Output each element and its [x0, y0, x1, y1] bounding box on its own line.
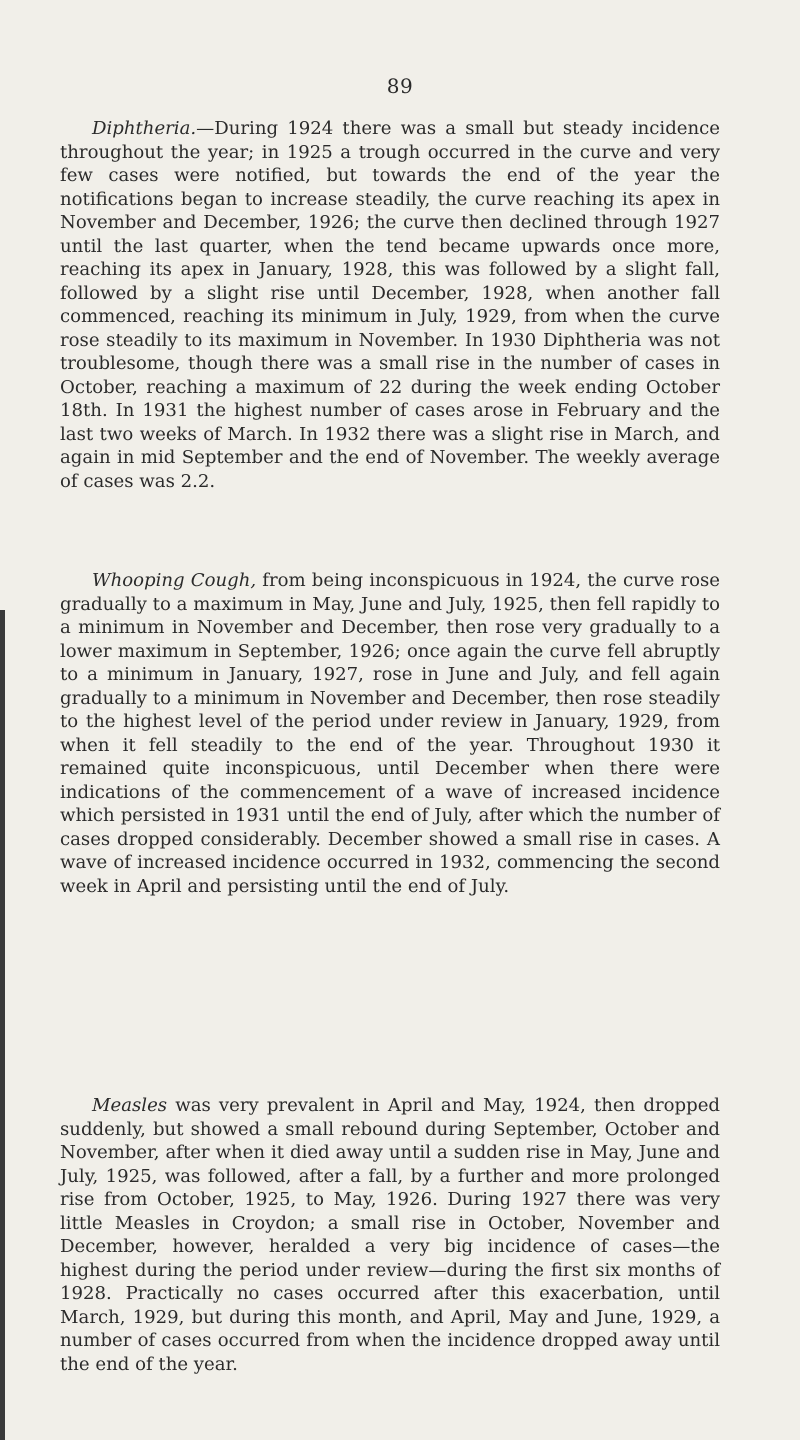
diphtheria-paragraph [60, 117, 720, 493]
page-edge-shadow [0, 610, 5, 1440]
measles-paragraph [60, 1094, 720, 1376]
page-number: 89 [386, 74, 414, 98]
paragraph-heading: Diphtheria. [92, 118, 197, 139]
paragraph-heading: Measles [92, 1095, 168, 1116]
paragraph-body: from being inconspicuous in 1924, the curve rose gradually to a maximum in May, June and July, 1925, then fell rapidly to a minimum in November and December, then rose very gradually to a lower maximum in September, 1926; once again the curve fell abruptly to a minimum in January, 1927, rose in June and July, and fell again gradually to a minimum in November and December, then rose steadily to the highest level of the period under review in January, 1929, from when it fell steadily to the end of the year. Throughout 1930 it remained quite inconspicuous, until December when there were indications of the commencement of a wave of increased incidence which persisted in 1931 until the end of July, after which the number of cases dropped considerably. December showed a small rise in cases. A wave of increased incidence occurred in 1932, commencing the second week in April and persisting until the end of July. [60, 570, 721, 897]
paragraph-body: was very prevalent in April and May, 1924, then dropped suddenly, but showed a small rebound during September, October and November, after when it died away until a sudden rise in May, June and July, 1925, was followed, after a fall, by a further and more prolonged rise from October, 1925, to May, 1926. During 1927 there was very little Measles in Croydon; a small rise in October, November and December, however, heralded a very big incidence of cases—the highest during the period under review—during the first six months of 1928. Practically no cases occurred after this exacerbation, until March, 1929, but during this month, and April, May and June, 1929, a number of cases occurred from when the incidence dropped away until the end of the year. [60, 1095, 720, 1375]
paragraph-heading: Whooping Cough, [92, 570, 257, 591]
paragraph-body: —During 1924 there was a small but steady incidence throughout the year; in 1925 a trough occurred in the curve and very few cases were notified, but towards the end of the year the notifications began to increase steadily, the curve reaching its apex in November and December, 1926; the curve then declined through 1927 until the last quarter, when the tend became upwards once more, reaching its apex in January, 1928, this was followed by a slight fall, followed by a slight rise until December, 1928, when another fall commenced, reaching its minimum in July, 1929, from when the curve rose steadily to its maximum in November. In 1930 Diphtheria was not troublesome, though there was a small rise in the number of cases in October, reaching a maximum of 22 during the week ending October 18th. In 1931 the highest number of cases arose in February and the last two weeks of March. In 1932 there was a slight rise in March, and again in mid September and the end of November. The weekly average of cases was 2.2. [60, 118, 720, 492]
whooping-cough-paragraph [60, 569, 720, 898]
